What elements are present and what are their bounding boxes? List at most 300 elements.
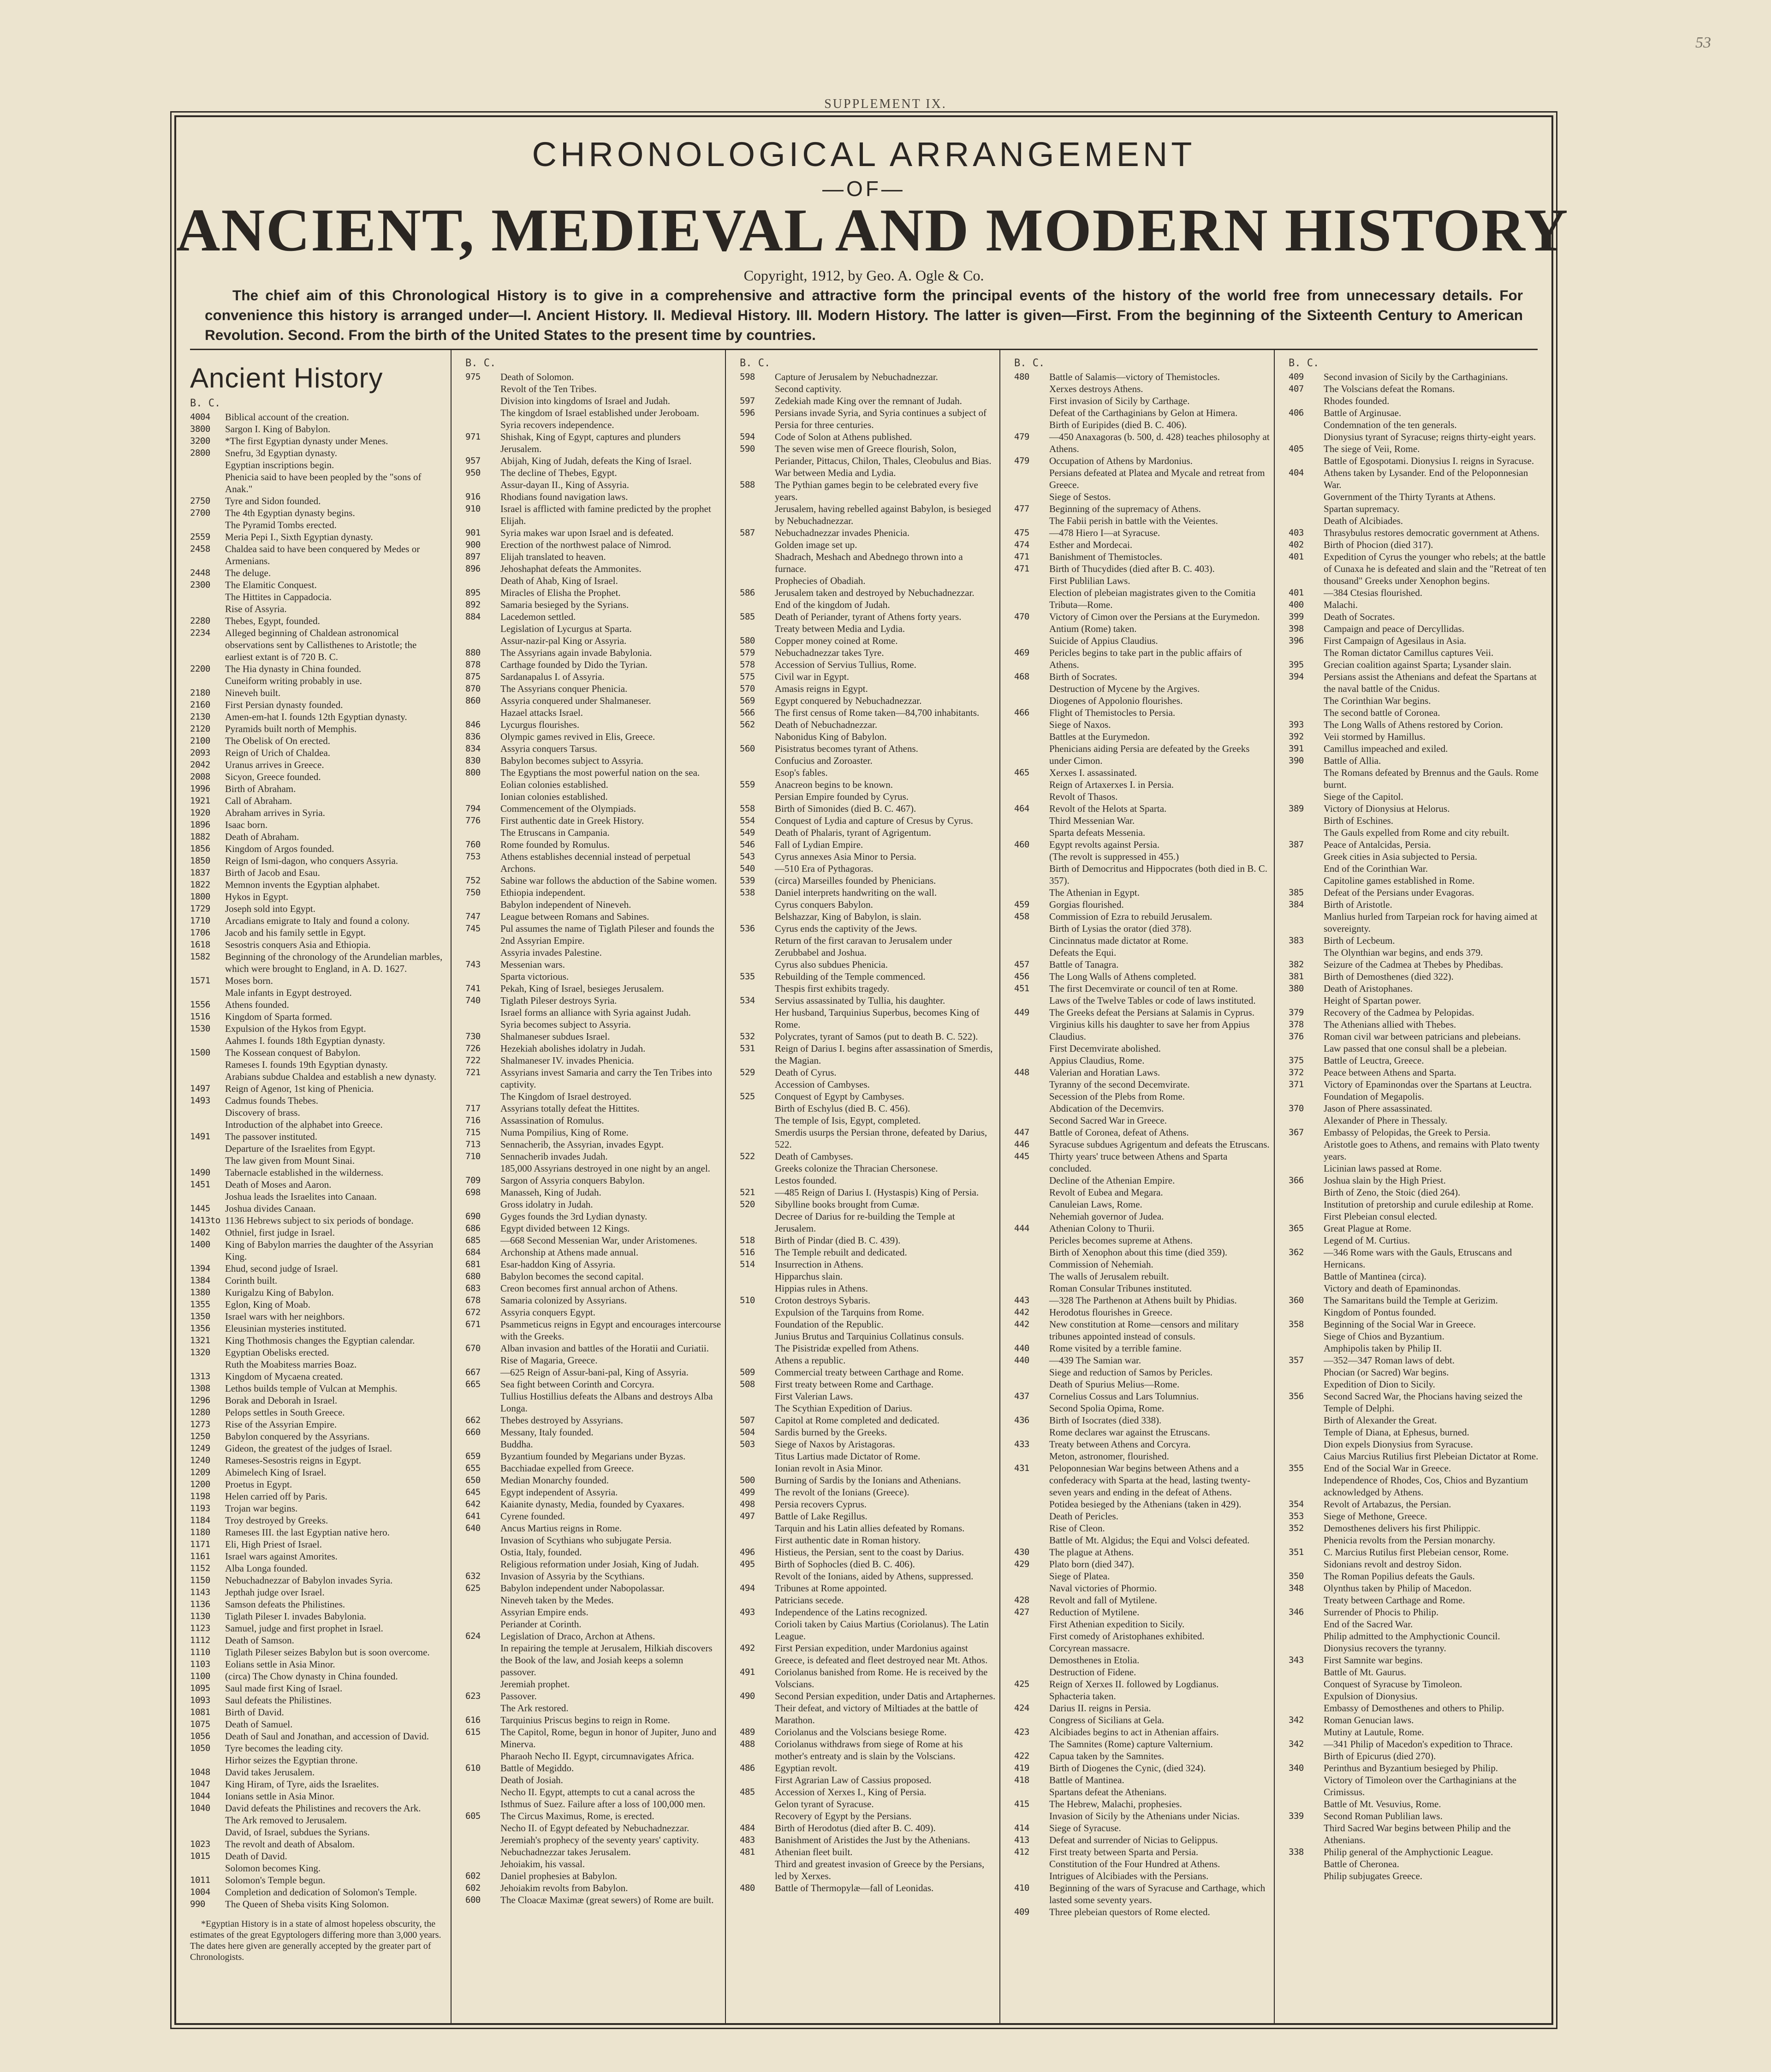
list-item [1014,1366,1270,1378]
list-item [1289,1426,1548,1438]
entry-year: 522 [740,1151,755,1161]
entry-year: 422 [1014,1751,1029,1761]
entry-year: 483 [740,1835,755,1845]
list-item [190,1466,447,1478]
entry-text: Battle of Megiddo. [500,1762,574,1774]
entry-year [1289,851,1324,863]
entry-text: Rise of Cleon. [1049,1523,1105,1534]
entry-year [1014,887,1049,899]
entry-text: Croton destroys Sybaris. [775,1295,871,1306]
list-item [1014,1414,1270,1426]
entry-year [1014,743,1049,767]
entry-year: 469 [1014,648,1029,658]
entry-year: 471 [1014,564,1029,574]
list-item [190,711,447,723]
list-item [465,1246,721,1258]
entry-text: Greek cities in Asia subjected to Persia. [1324,851,1477,862]
entry-text: Institution of pretorship and curule edileship at Rome. [1324,1199,1533,1210]
entry-year: 1250 [190,1431,210,1441]
entry-year [740,1594,775,1606]
list-item [190,939,447,951]
list-item [1014,431,1270,455]
list-item [465,659,721,671]
list-item [1289,395,1548,407]
entry-year [190,1862,225,1874]
entry-text: Smerdis usurps the Persian throne, defeated by Darius, 522. [775,1127,987,1150]
entry-text: Pericles becomes supreme at Athens. [1049,1235,1193,1246]
list-item [465,1306,721,1318]
entry-year [1289,1798,1324,1810]
list-item [465,1102,721,1114]
list-item [190,1766,447,1778]
entry-year [1289,1186,1324,1198]
entry-text: Sparta defeats Messenia. [1049,827,1146,838]
entry-text: Cadmus founds Thebes. [225,1095,319,1106]
entry-text: Battle of Coronea, defeat of Athens. [1049,1127,1189,1138]
list-item [190,1538,447,1550]
entry-year: 560 [740,744,755,754]
entry-year [1014,1498,1049,1510]
entry-year: 531 [740,1043,755,1054]
list-item [1014,1510,1270,1522]
entry-year: 446 [1014,1139,1029,1149]
entry-text: Occupation of Athens by Mardonius. [1049,455,1193,466]
entry-year [1289,1690,1324,1702]
list-item [740,1834,996,1846]
entry-year [1014,1042,1049,1054]
list-item [190,1119,447,1131]
entry-year [1014,1714,1049,1726]
entry-year: 860 [465,696,481,706]
list-item [190,843,447,855]
list-item [1289,1054,1548,1066]
entry-text: First Campaign of Agesilaus in Asia. [1324,635,1467,646]
entry-text: Athens a republic. [775,1355,846,1366]
entry-text: Battle of Arginusae. [1324,407,1402,418]
entry-year: 442 [1014,1319,1029,1329]
entry-text: Law passed that one consul shall be a plebeian. [1324,1043,1507,1054]
entry-year [1014,635,1049,647]
entry-year: 492 [740,1643,755,1653]
list-item [1289,911,1548,935]
entry-year: 1491 [190,1131,210,1142]
list-item [1014,791,1270,803]
list-item [1014,1834,1270,1846]
entry-text: Death of Moses and Aaron. [225,1179,332,1190]
entry-year [740,1570,775,1582]
entry-text: Phocian (or Sacred) War begins. [1324,1367,1449,1378]
entry-year: 1996 [190,784,210,794]
entry-text: Bacchiadae expelled from Greece. [500,1463,634,1474]
entry-year: 2234 [190,628,210,638]
list-item [190,1622,447,1634]
entry-text: Seizure of the Cadmea at Thebes by Phedibas. [1324,959,1504,970]
entry-text: Jehoiakim, his vassal. [500,1858,585,1870]
entry-year: 390 [1289,756,1304,766]
entry-text: Revolt and fall of Mytilene. [1049,1595,1157,1606]
entry-text: Olympic games revived in Elis, Greece. [500,731,655,742]
entry-text: Dionysius tyrant of Syracuse; reigns thirty-eight years. [1324,431,1536,442]
entry-text: The decline of Thebes, Egypt. [500,467,617,478]
entry-text: —478 Hiero I—at Syracuse. [1049,527,1160,538]
list-item [190,543,447,567]
entry-text: Capua taken by the Samnites. [1049,1750,1165,1762]
entry-text: Egypt independent of Assyria. [500,1487,618,1498]
entry-year: 366 [1289,1175,1304,1185]
entry-text: Othniel, first judge in Israel. [225,1227,335,1238]
list-item [1289,1630,1548,1642]
entry-year: 479 [1014,432,1029,442]
entry-text: Third Sacred War begins between Philip and the Athenians. [1324,1822,1511,1846]
entry-text: Victory of Dionysius at Helorus. [1324,803,1450,814]
list-item [740,1258,996,1270]
entry-text: Capitoline games established in Rome. [1324,875,1475,886]
entry-text: Tiglath Pileser I. invades Babylonia. [225,1611,367,1622]
entry-year: 497 [740,1511,755,1521]
entry-year: 916 [465,492,481,502]
entry-text: The kingdom of Israel established under Jeroboam. [500,407,699,418]
entry-text: Revolt of Artabazus, the Persian. [1324,1499,1451,1510]
entry-text: Polycrates, tyrant of Samos (put to death B. C. 522). [775,1031,978,1042]
list-item [465,755,721,767]
entry-text: Rise of Assyria. [225,603,287,614]
entry-year: 391 [1289,744,1304,754]
entry-text: Death of Samson. [225,1635,294,1646]
list-item [465,791,721,803]
entry-year [740,1354,775,1366]
entry-year: 558 [740,804,755,814]
entry-text: Assassination of Romulus. [500,1115,604,1126]
entry-year: 671 [465,1319,481,1329]
list-item [190,1670,447,1682]
entry-text: Jerusalem taken and destroyed by Nebuchadnezzar. [775,587,975,598]
entry-text: Death of Cyrus. [775,1067,837,1078]
entry-year: 667 [465,1367,481,1377]
entry-text: Gelon tyrant of Syracuse. [775,1798,874,1810]
entry-year [740,1210,775,1234]
entry-year: 590 [740,444,755,454]
entry-year [190,459,225,471]
entry-year [1014,1738,1049,1750]
entry-year: 895 [465,588,481,598]
entry-text: Egypt conquered by Nebuchadnezzar. [775,695,922,706]
list-item [465,575,721,587]
entry-year [465,1090,500,1102]
list-item [1014,1402,1270,1414]
list-item [1014,1570,1270,1582]
entry-year: 717 [465,1103,481,1113]
entry-text: Sparta victorious. [500,971,569,982]
entry-year: 1095 [190,1683,210,1693]
entry-year: 2180 [190,688,210,698]
entry-year [465,1558,500,1570]
list-item [1289,1762,1548,1774]
list-item [740,1078,996,1090]
entry-year [1289,863,1324,875]
entry-year: 543 [740,851,755,862]
list-item [190,1370,447,1382]
entry-text: Babylon independent of Nineveh. [500,899,631,910]
entry-text: Kingdom of Argos founded. [225,843,334,854]
list-item [1289,731,1548,743]
list-item [1289,1846,1548,1858]
entry-year: 1015 [190,1851,210,1861]
entry-year: 394 [1289,672,1304,682]
list-item [465,491,721,503]
entry-text: Lycurgus flourishes. [500,719,580,730]
entry-text: Suicide of Appius Claudius. [1049,635,1158,646]
entry-year [1014,683,1049,695]
entry-text: The Egyptians the most powerful nation on the sea. [500,767,700,778]
list-item [1289,431,1548,443]
entry-year [1289,707,1324,719]
entry-year: 456 [1014,971,1029,982]
list-item [1289,1534,1548,1546]
list-item [1289,1558,1548,1570]
entry-text: 1136 Hebrews subject to six periods of bondage. [225,1215,414,1226]
entry-year [1014,1282,1049,1294]
list-item [465,671,721,683]
entry-text: Pericles begins to take part in the public affairs of Athens. [1049,647,1242,670]
entry-year: 520 [740,1199,755,1209]
entry-text: New constitution at Rome—censors and military tribunes appointed instead of consuls. [1049,1319,1239,1342]
entry-year [740,982,775,994]
entry-year [465,419,500,431]
entry-text: The plague at Athens. [1049,1547,1134,1558]
entry-year [1289,1450,1324,1462]
list-item [190,1203,447,1215]
entry-year: 534 [740,995,755,1006]
list-item [190,1634,447,1646]
entry-text: Second Sacred War in Greece. [1049,1115,1167,1126]
entry-text: Code of Solon at Athens published. [775,431,912,442]
entry-text: Siege of Methone, Greece. [1324,1511,1427,1522]
entry-text: First treaty between Rome and Carthage. [775,1379,934,1390]
entry-text: The Fabii perish in battle with the Veientes. [1049,515,1218,526]
list-item [740,1270,996,1282]
entry-year: 480 [1014,372,1029,382]
list-item [190,1131,447,1143]
entry-text: Persians defeated at Platea and Mycale and retreat from Greece. [1049,467,1265,490]
entry-year: 598 [740,372,755,382]
list-item [740,1162,996,1174]
entry-year [740,1102,775,1114]
entry-text: Kingdom of Mycaena created. [225,1371,343,1382]
entry-year [1289,1330,1324,1342]
copyright: Copyright, 1912, by Geo. A. Ogle & Co. [743,267,984,284]
list-item [190,1742,447,1754]
entry-text: Belshazzar, King of Babylon, is slain. [775,911,921,922]
list-item [1289,1042,1548,1054]
list-item [465,539,721,551]
entry-text: Discovery of brass. [225,1107,300,1118]
entry-text: King Hiram, of Tyre, aids the Israelites. [225,1779,379,1790]
entry-year [1289,1750,1324,1762]
entry-text: Lacedemon settled. [500,611,576,622]
list-item [740,1450,996,1462]
list-item [740,1318,996,1330]
entry-text: The passover instituted. [225,1131,318,1142]
entry-year [1289,1534,1324,1546]
entry-year: 376 [1289,1031,1304,1042]
list-item [465,611,721,623]
list-item [1014,1846,1270,1858]
entry-text: Aahmes I. founds 18th Egyptian dynasty. [225,1035,385,1046]
list-item [190,771,447,783]
entry-year: 1308 [190,1383,210,1393]
list-item [1014,575,1270,587]
entry-year: 1200 [190,1479,210,1489]
entry-text: Amen-em-hat I. founds 12th Egyptian dynasty. [225,711,407,722]
entry-text: League between Romans and Sabines. [500,911,649,922]
entry-text: Birth of Phocion (died 317). [1324,539,1433,550]
list-item [1289,1366,1548,1378]
entry-year: 625 [465,1583,481,1593]
list-item [1289,1702,1548,1714]
entry-text: Second Sacred War, the Phocians having seized the Temple of Delphi. [1324,1391,1522,1414]
entry-text: Ancus Martius reigns in Rome. [500,1523,622,1534]
entry-year [1289,1042,1324,1054]
entry-text: Conquest of Lydia and capture of Cresus by Cyrus. [775,815,973,826]
entry-text: Athenian Colony to Thurii. [1049,1223,1155,1234]
entry-year: 570 [740,684,755,694]
entry-text: End of the Social War in Greece. [1324,1463,1451,1474]
entry-text: Second Spolia Opima, Rome. [1049,1403,1165,1414]
entry-year: 409 [1289,372,1304,382]
list-item [1014,491,1270,503]
entry-year: 884 [465,612,481,622]
entry-text: The Scythian Expedition of Darius. [775,1403,913,1414]
list-item [190,1430,447,1442]
entry-text: Revolt of the Ten Tribes. [500,383,597,394]
list-item [1014,1558,1270,1570]
entry-text: Rise of Magaria, Greece. [500,1355,598,1366]
list-item [465,1822,721,1834]
list-item [1289,1858,1548,1870]
entry-text: Birth of Herodotus (died after B. C. 409). [775,1822,936,1834]
list-item [465,1762,721,1774]
entry-text: Syria becomes subject to Assyria. [500,1019,631,1030]
entry-year: 496 [740,1547,755,1557]
entry-text: Assur-nazir-pal King or Assyria. [500,635,627,646]
entry-year: 429 [1014,1559,1029,1569]
entry-year: 2750 [190,496,210,506]
entry-year: 1056 [190,1731,210,1741]
list-item [190,699,447,711]
entry-text: Xerxes I. assassinated. [1049,767,1137,778]
list-item [465,1162,721,1174]
entry-text: Numa Pompilius, King of Rome. [500,1127,629,1138]
entry-text: Destruction of Fidene. [1049,1667,1136,1678]
list-item [1289,1690,1548,1702]
list-item [465,875,721,887]
entry-year [1014,1522,1049,1534]
entry-text: Commercial treaty between Carthage and Rome. [775,1367,964,1378]
entry-text: Introduction of the alphabet into Greece. [225,1119,383,1130]
list-item [465,1258,721,1270]
entry-year: 447 [1014,1127,1029,1137]
entry-text: Death of Periander, tyrant of Athens forty years. [775,611,962,622]
list-item [1014,515,1270,527]
entry-text: David defeats the Philistines and recovers the Ark. [225,1803,421,1814]
entry-year: 975 [465,372,481,382]
entry-text: The Roman dictator Camillus captures Veii. [1324,647,1494,658]
entry-text: Return of the first caravan to Jerusalem under Zerubbabel and Joshua. [775,935,952,958]
entry-text: Embassy of Demosthenes and others to Philip. [1324,1703,1504,1714]
list-item [740,1594,996,1606]
entry-year: 957 [465,456,481,466]
list-item [465,899,721,911]
entry-text: Veii stormed by Hamillus. [1324,731,1426,742]
list-item [1014,1054,1270,1066]
entry-year [465,1642,500,1678]
entry-year [1289,1726,1324,1738]
entry-year [1014,1426,1049,1438]
entry-year [465,407,500,419]
list-item [740,1666,996,1690]
list-item [1289,971,1548,982]
entry-text: Rameses III. the last Egyptian native hero. [225,1527,390,1538]
entry-text: Assyrians invest Samaria and carry the Ten Tribes into captivity. [500,1067,712,1090]
list-item [1289,1090,1548,1102]
list-item [1014,959,1270,971]
list-item [1014,1078,1270,1090]
entry-year: 525 [740,1091,755,1101]
entry-text: Helen carried off by Paris. [225,1491,327,1502]
entry-year: 536 [740,923,755,934]
list-item [190,1814,447,1826]
entry-text: Ruth the Moabitess marries Boaz. [225,1359,357,1370]
list-item [1289,1378,1548,1390]
list-item [465,1522,721,1534]
entry-year: 901 [465,528,481,538]
entry-text: Persian Empire founded by Cyrus. [775,791,909,802]
entry-year [190,603,225,615]
entry-year: 1822 [190,880,210,890]
entry-year: 721 [465,1067,481,1078]
entry-text: Rhodians found navigation laws. [500,491,628,502]
list-item [1289,467,1548,491]
entry-text: Demosthenes in Etolia. [1049,1655,1140,1666]
entry-year: 532 [740,1031,755,1042]
entry-text: Banishment of Themistocles. [1049,551,1163,562]
entry-year: 407 [1289,384,1304,394]
entry-year [740,1078,775,1090]
entry-text: Death of Samuel. [225,1719,293,1730]
entry-text: Junius Brutus and Tarquinius Collatinus consuls. [775,1331,964,1342]
entry-year: 499 [740,1487,755,1497]
entry-text: Civil war in Egypt. [775,671,849,682]
list-item [740,1294,996,1306]
entry-year: 659 [465,1451,481,1461]
list-item [190,1083,447,1095]
entry-year: 384 [1289,899,1304,910]
list-item [190,1274,447,1286]
entry-text: Birth of Demosthenes (died 322). [1324,971,1454,982]
list-item [190,507,447,519]
list-item [190,591,447,603]
entry-text: Eleusinian mysteries instituted. [225,1323,347,1334]
section-heading: Ancient History [190,363,383,393]
entry-year [740,1858,775,1882]
entry-year [1014,467,1049,491]
list-item [740,1570,996,1582]
entry-year [190,1191,225,1203]
entry-text: King of Babylon marries the daughter of the Assyrian King. [225,1239,434,1262]
entry-text: Death of Aristophanes. [1324,983,1413,994]
entry-year [1014,791,1049,803]
entry-year [465,1786,500,1810]
